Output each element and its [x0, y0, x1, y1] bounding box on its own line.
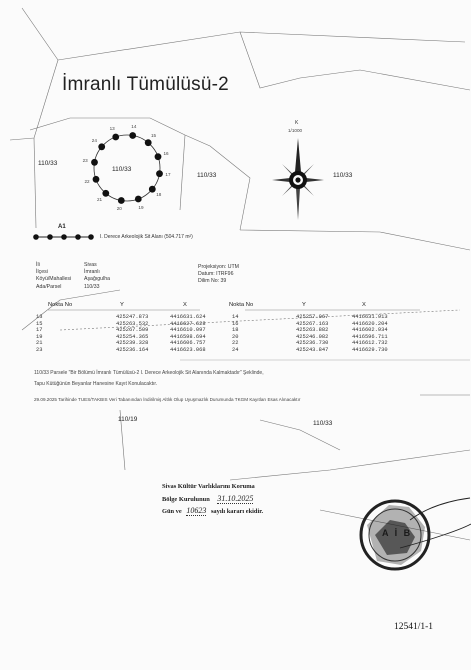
table-cell-y: 425236.730 — [296, 340, 329, 347]
map-scale: 1/1000 — [288, 128, 303, 133]
table-cell-x: 4416631.624 — [170, 314, 206, 320]
table-cell-point: 24 — [232, 347, 239, 353]
table-cell-x: 4416610.097 — [170, 327, 206, 334]
table-cell-y: 425239.328 — [116, 340, 149, 347]
parcel-label: 110/33 — [112, 166, 132, 173]
approval-stamp-label: Gün ve — [162, 508, 182, 515]
boundary-point-label: 21 — [97, 197, 103, 203]
boundary-point-label: 22 — [84, 179, 90, 185]
boundary-point — [102, 190, 109, 197]
info-label: İli — [36, 262, 40, 268]
table-header-y: Y — [120, 302, 124, 308]
table-cell-point: 21 — [36, 340, 43, 347]
info-value: Aşağıgulha — [84, 276, 110, 283]
boundary-point — [129, 132, 136, 139]
info-value: İmranlı — [84, 269, 100, 276]
table-cell-point: 22 — [232, 340, 239, 347]
table-cell-x: 4416623.068 — [170, 347, 206, 353]
parcel-label: 110/33 — [313, 420, 333, 427]
note-line: 29.09.2025 Tarihinde TUES/TAKBIS Veri Tabanından İndirilmiş Altlık Olup Uyuşmazlık Durumunda TKGM Kayıtları Esas Alınacaktır — [34, 397, 301, 402]
note-line: 110/33 Parsele "Bir Bölümü İmranlı Tümülüsü-2 I. Derece Arkeolojik Sit Alanında Kalmaktadır" Şeklinde, — [34, 370, 264, 376]
table-cell-point: 16 — [232, 320, 239, 327]
parcel-label: 110/33 — [38, 160, 58, 167]
approval-date: 31.10.2025 — [217, 494, 254, 503]
table-cell-point: 23 — [36, 347, 43, 353]
legend-marker-label: A1 — [58, 224, 66, 230]
info-value: 110/33 — [84, 283, 100, 290]
table-cell-point: 17 — [36, 327, 43, 334]
table-cell-y: 425263.882 — [296, 327, 329, 334]
projection-label: Projeksiyon: UTM — [198, 264, 239, 270]
decision-number: 10623 — [186, 506, 207, 515]
parcel-label: 110/33 — [333, 172, 353, 179]
legend-text: I. Derece Arkeolojik Sit Alanı (504.717 m²) — [100, 234, 193, 240]
boundary-point-label: 19 — [138, 204, 144, 210]
info-label: Ada/Parsel — [36, 283, 62, 290]
table-cell-point: 19 — [36, 333, 43, 340]
info-values — [84, 262, 110, 291]
boundary-point — [156, 170, 163, 177]
boundary-point-label: 15 — [151, 132, 157, 138]
table-cell-y: 425263.532 — [116, 320, 149, 327]
approval-stamp-line — [162, 494, 253, 503]
table-cell-x: 4416596.711 — [352, 333, 388, 340]
table-cell-y: 425267.509 — [116, 327, 149, 334]
north-compass-icon — [272, 138, 324, 220]
seal-text: A İ B — [382, 528, 413, 538]
table-cell-x: 4416631.913 — [352, 314, 388, 320]
approval-stamp-line: Sivas Kültür Varlıklarını Koruma — [162, 483, 255, 490]
document-title: İmranlı Tümülüsü-2 — [62, 74, 229, 95]
boundary-point-label: 14 — [131, 123, 137, 129]
table-cell-point: 14 — [232, 314, 239, 320]
table-cell-x: 4416627.628 — [170, 320, 206, 327]
table-cell-y: 425236.164 — [116, 347, 149, 353]
approval-stamp-line — [162, 506, 263, 515]
boundary-point-label: 16 — [163, 150, 169, 156]
boundary-point-label: 17 — [165, 172, 171, 178]
table-cell-y: 425257.067 — [296, 314, 329, 320]
table-cell-y: 425243.847 — [296, 347, 329, 353]
table-cell-point: 13 — [36, 314, 43, 320]
zone-label: Dilim No: 39 — [198, 278, 227, 285]
table-cell-x: 4416598.694 — [170, 333, 206, 340]
table-cell-x: 4416629.730 — [352, 347, 388, 353]
note-line: Tapu Kütüğünün Beyanlar Hanesine Kayıt Konulacaktır. — [34, 381, 158, 387]
boundary-point — [91, 159, 98, 166]
table-header-point: Nokta No — [48, 302, 73, 308]
boundary-point — [149, 186, 156, 193]
parcel-label: 110/19 — [118, 416, 138, 423]
table-cell-x: 4416602.934 — [352, 327, 388, 334]
document-reference-code: 12541/1-1 — [393, 622, 433, 632]
approval-stamp-label: Bölge Kurulunun — [162, 496, 210, 503]
boundary-point-label: 24 — [91, 138, 97, 143]
info-label: İlçesi — [36, 269, 48, 276]
boundary-point — [112, 134, 119, 141]
boundary-point — [98, 143, 105, 150]
boundary-point-label: 13 — [109, 125, 115, 131]
table-cell-y: 425254.365 — [116, 333, 149, 340]
legend-marker-line — [33, 234, 94, 240]
info-label: Köyü/Mahallesi — [36, 276, 72, 283]
table-cell-x: 4416612.732 — [352, 340, 388, 347]
parcel-label: 110/33 — [197, 172, 217, 179]
table-cell-x: 4416620.204 — [352, 320, 388, 327]
info-value: Sivas — [84, 262, 97, 268]
boundary-point-label: 23 — [82, 157, 88, 163]
table-header-y: Y — [302, 302, 306, 308]
boundary-point — [93, 176, 100, 183]
boundary-point — [118, 197, 125, 204]
table-cell-y: 425267.163 — [296, 320, 329, 327]
projection-info — [198, 264, 239, 286]
boundary-point-label: 18 — [156, 192, 162, 197]
boundary-point — [155, 153, 162, 160]
info-labels — [36, 262, 71, 291]
table-header-x: X — [362, 302, 366, 308]
table-cell-point: 15 — [36, 320, 43, 327]
north-letter: K — [295, 120, 299, 126]
boundary-point — [145, 139, 152, 146]
boundary-point — [135, 196, 142, 203]
approval-stamp-label: sayılı kararı ekidir. — [210, 508, 264, 515]
table-cell-point: 18 — [232, 327, 239, 334]
table-cell-y: 425246.082 — [296, 333, 329, 340]
table-cell-x: 4416606.757 — [170, 340, 206, 347]
table-header-point: Nokta No — [229, 302, 254, 308]
datum-label: Datum: ITRF96 — [198, 271, 234, 278]
table-header-x: X — [183, 302, 187, 308]
table-cell-point: 20 — [232, 333, 239, 340]
table-cell-y: 425247.873 — [116, 314, 149, 320]
boundary-point-label: 20 — [116, 206, 122, 212]
